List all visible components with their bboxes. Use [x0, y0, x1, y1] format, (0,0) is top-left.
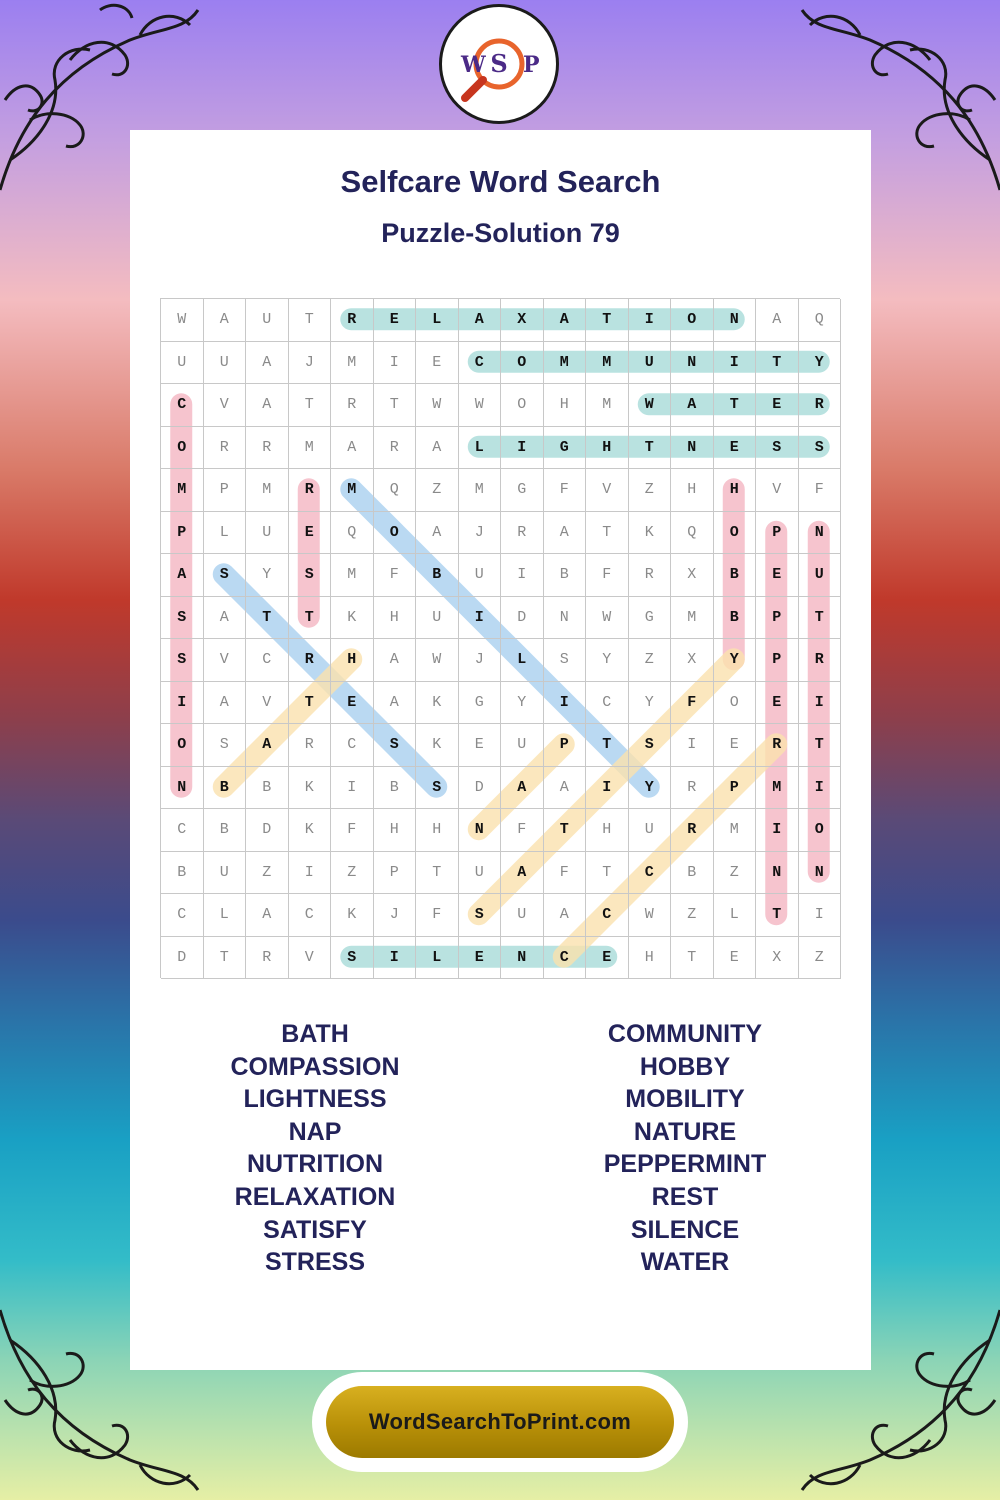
grid-cell[interactable]: L	[501, 639, 544, 682]
grid-cell[interactable]: R	[246, 937, 289, 980]
grid-cell[interactable]: Q	[671, 512, 714, 555]
grid-cell[interactable]: U	[204, 342, 247, 385]
grid-cell[interactable]: C	[161, 809, 204, 852]
grid-cell[interactable]: I	[459, 597, 502, 640]
grid-cell[interactable]: B	[714, 554, 757, 597]
grid-cell[interactable]: T	[671, 937, 714, 980]
grid-cell[interactable]: I	[374, 342, 417, 385]
word-list-item: BATH	[281, 1020, 349, 1048]
grid-cell[interactable]: O	[161, 427, 204, 470]
grid-cell[interactable]: A	[459, 299, 502, 342]
grid-cell[interactable]: H	[331, 639, 374, 682]
puzzle-sheet	[130, 130, 871, 1370]
puzzle-title: Selfcare Word Search	[340, 164, 661, 199]
grid-cell[interactable]: F	[416, 894, 459, 937]
grid-cell[interactable]: R	[289, 639, 332, 682]
grid-cell[interactable]: A	[544, 299, 587, 342]
grid-cell[interactable]: H	[714, 469, 757, 512]
grid-cell[interactable]: W	[416, 384, 459, 427]
grid-cell[interactable]: O	[799, 809, 842, 852]
grid-cell[interactable]: H	[586, 427, 629, 470]
grid-cell[interactable]: O	[501, 342, 544, 385]
grid-cell[interactable]: E	[714, 427, 757, 470]
grid-cell[interactable]: Z	[714, 852, 757, 895]
grid-cell[interactable]: A	[671, 384, 714, 427]
grid-cell[interactable]: N	[161, 767, 204, 810]
grid-cell[interactable]: I	[714, 342, 757, 385]
grid-cell[interactable]: J	[289, 342, 332, 385]
grid-cell[interactable]: W	[629, 384, 672, 427]
grid-cell[interactable]: I	[799, 767, 842, 810]
grid-cell[interactable]: I	[501, 554, 544, 597]
logo-letter-s: S	[490, 49, 508, 78]
grid-cell[interactable]: N	[671, 342, 714, 385]
grid-cell[interactable]: O	[501, 384, 544, 427]
word-list-item: HOBBY	[639, 1052, 731, 1081]
grid-cell[interactable]: I	[799, 682, 842, 725]
word-list-item: NUTRITION	[246, 1150, 384, 1179]
grid-cell[interactable]: A	[331, 427, 374, 470]
word-list-item: WATER	[640, 1248, 730, 1277]
grid-cell[interactable]: C	[246, 639, 289, 682]
grid-cell[interactable]: S	[799, 427, 842, 470]
grid-cell[interactable]: T	[374, 384, 417, 427]
grid-cell[interactable]: A	[246, 342, 289, 385]
grid-cell[interactable]: T	[416, 852, 459, 895]
wsp-logo[interactable]	[439, 4, 559, 124]
grid-cell[interactable]: X	[671, 554, 714, 597]
grid-cell[interactable]: F	[799, 469, 842, 512]
website-link-button[interactable]: WordSearchToPrint.com	[326, 1386, 674, 1458]
grid-cell[interactable]: E	[756, 682, 799, 725]
grid-cell[interactable]: B	[161, 852, 204, 895]
grid-cell[interactable]: M	[246, 469, 289, 512]
grid-cell[interactable]: E	[714, 724, 757, 767]
grid-cell[interactable]: J	[459, 639, 502, 682]
grid-cell[interactable]: V	[586, 469, 629, 512]
grid-cell[interactable]: D	[501, 597, 544, 640]
word-list-item: SATISFY	[263, 1215, 367, 1244]
grid-cell[interactable]: B	[246, 767, 289, 810]
grid-cell[interactable]: P	[204, 469, 247, 512]
word-list-item: LIGHTNESS	[243, 1085, 387, 1114]
grid-cell[interactable]: R	[289, 724, 332, 767]
grid-cell[interactable]: N	[501, 937, 544, 980]
grid-cell[interactable]: Z	[671, 894, 714, 937]
grid-cell[interactable]: L	[204, 512, 247, 555]
grid-cell[interactable]: H	[416, 809, 459, 852]
grid-cell[interactable]: N	[756, 852, 799, 895]
grid-cell[interactable]: W	[629, 894, 672, 937]
grid-cell[interactable]: I	[289, 852, 332, 895]
logo-letter-p: P	[523, 52, 540, 78]
grid-cell[interactable]: S	[204, 554, 247, 597]
grid-cell[interactable]: U	[204, 852, 247, 895]
grid-cell[interactable]: L	[714, 894, 757, 937]
grid-cell[interactable]: E	[756, 554, 799, 597]
grid-cell[interactable]: T	[586, 724, 629, 767]
grid-cell[interactable]: C	[586, 894, 629, 937]
grid-cell[interactable]: B	[416, 554, 459, 597]
grid-cell[interactable]: U	[501, 894, 544, 937]
grid-cell[interactable]: N	[799, 512, 842, 555]
grid-cell[interactable]: C	[161, 894, 204, 937]
grid-cell[interactable]: A	[204, 597, 247, 640]
grid-cell[interactable]: A	[246, 724, 289, 767]
grid-cell[interactable]: B	[671, 852, 714, 895]
grid-cell[interactable]: T	[756, 894, 799, 937]
grid-cell[interactable]: S	[756, 427, 799, 470]
grid-cell[interactable]: B	[204, 809, 247, 852]
grid-cell[interactable]: I	[331, 767, 374, 810]
grid-cell[interactable]: C	[459, 342, 502, 385]
grid-cell[interactable]: K	[416, 724, 459, 767]
grid-cell[interactable]: S	[629, 724, 672, 767]
grid-cell[interactable]: Y	[714, 639, 757, 682]
grid-cell[interactable]: C	[161, 384, 204, 427]
grid-cell[interactable]: E	[459, 724, 502, 767]
grid-cell[interactable]: R	[671, 767, 714, 810]
grid-cell[interactable]: Z	[246, 852, 289, 895]
grid-cell[interactable]: G	[501, 469, 544, 512]
grid-cell[interactable]: C	[629, 852, 672, 895]
grid-cell[interactable]: M	[756, 767, 799, 810]
grid-cell[interactable]: S	[161, 597, 204, 640]
grid-cell[interactable]: M	[289, 427, 332, 470]
grid-cell[interactable]: T	[799, 724, 842, 767]
grid-cell[interactable]: U	[629, 342, 672, 385]
grid-cell[interactable]: C	[544, 937, 587, 980]
grid-cell[interactable]: Q	[374, 469, 417, 512]
grid-cell[interactable]: T	[544, 809, 587, 852]
grid-cell[interactable]: R	[289, 469, 332, 512]
grid-cell[interactable]: F	[331, 809, 374, 852]
grid-cell[interactable]: W	[416, 639, 459, 682]
grid-cell[interactable]: W	[586, 597, 629, 640]
grid-cell[interactable]: U	[416, 597, 459, 640]
grid-cell[interactable]: F	[671, 682, 714, 725]
grid-cell[interactable]: N	[671, 427, 714, 470]
grid-cell[interactable]: M	[714, 809, 757, 852]
grid-cell[interactable]: D	[161, 937, 204, 980]
grid-cell[interactable]: M	[671, 597, 714, 640]
grid-cell[interactable]: Y	[629, 682, 672, 725]
word-list-item: COMMUNITY	[607, 1020, 763, 1048]
grid-cell[interactable]: Y	[501, 682, 544, 725]
grid-cell[interactable]: R	[331, 384, 374, 427]
grid-cell[interactable]: T	[756, 342, 799, 385]
grid-cell[interactable]: E	[374, 299, 417, 342]
grid-cell[interactable]: L	[416, 299, 459, 342]
grid-cell[interactable]: Y	[246, 554, 289, 597]
grid-cell[interactable]: Z	[331, 852, 374, 895]
grid-cell[interactable]: E	[331, 682, 374, 725]
grid-cell[interactable]: M	[544, 342, 587, 385]
grid-cell[interactable]: U	[629, 809, 672, 852]
grid-cell[interactable]: J	[459, 512, 502, 555]
grid-cell[interactable]: Y	[586, 639, 629, 682]
grid-cell[interactable]: R	[671, 809, 714, 852]
grid-cell[interactable]: S	[416, 767, 459, 810]
grid-cell[interactable]: C	[586, 682, 629, 725]
grid-cell[interactable]: U	[246, 299, 289, 342]
grid-cell[interactable]: M	[459, 469, 502, 512]
grid-cell[interactable]: N	[544, 597, 587, 640]
grid-cell[interactable]: R	[246, 427, 289, 470]
grid-cell[interactable]: I	[374, 937, 417, 980]
magnifier-handle	[465, 80, 483, 98]
grid-cell[interactable]: S	[331, 937, 374, 980]
grid-cell[interactable]: M	[586, 342, 629, 385]
letter-grid	[160, 298, 840, 978]
grid-cell[interactable]: T	[799, 597, 842, 640]
grid-cell[interactable]: P	[756, 639, 799, 682]
grid-cell[interactable]: A	[416, 427, 459, 470]
grid-cell[interactable]: G	[629, 597, 672, 640]
grid-cell[interactable]: M	[331, 342, 374, 385]
grid-cell[interactable]: R	[629, 554, 672, 597]
grid-cell[interactable]: I	[586, 767, 629, 810]
grid-cell[interactable]: S	[161, 639, 204, 682]
grid-cell[interactable]: A	[544, 767, 587, 810]
grid-cell[interactable]: T	[629, 427, 672, 470]
word-list-item: RELAXATION	[234, 1182, 396, 1211]
grid-cell[interactable]: I	[161, 682, 204, 725]
grid-cell[interactable]: T	[586, 852, 629, 895]
word-list-item: COMPASSION	[230, 1052, 400, 1081]
grid-cell[interactable]: V	[289, 937, 332, 980]
grid-cell[interactable]: U	[161, 342, 204, 385]
grid-cell[interactable]: U	[459, 852, 502, 895]
grid-cell[interactable]: X	[756, 937, 799, 980]
grid-cell[interactable]: O	[714, 512, 757, 555]
grid-cell[interactable]: A	[544, 894, 587, 937]
grid-cell[interactable]: A	[204, 682, 247, 725]
grid-cell[interactable]: F	[501, 809, 544, 852]
grid-cell[interactable]: Q	[799, 299, 842, 342]
grid-cell[interactable]: V	[246, 682, 289, 725]
grid-cell[interactable]: C	[289, 894, 332, 937]
grid-cell[interactable]: O	[374, 512, 417, 555]
grid-cell[interactable]: D	[246, 809, 289, 852]
grid-cell[interactable]: T	[204, 937, 247, 980]
grid-cell[interactable]: K	[289, 767, 332, 810]
grid-cell[interactable]: A	[756, 299, 799, 342]
grid-cell[interactable]: A	[416, 512, 459, 555]
grid-cell[interactable]: R	[374, 427, 417, 470]
grid-cell[interactable]: E	[289, 512, 332, 555]
word-list-item: PEPPERMINT	[603, 1150, 767, 1179]
grid-cell[interactable]: T	[289, 384, 332, 427]
grid-cell[interactable]: W	[459, 384, 502, 427]
grid-cell[interactable]: F	[544, 852, 587, 895]
grid-cell[interactable]: A	[246, 894, 289, 937]
grid-cell[interactable]: L	[204, 894, 247, 937]
grid-cell[interactable]: F	[544, 469, 587, 512]
grid-cell[interactable]: Z	[629, 469, 672, 512]
word-list-item: NAP	[288, 1117, 342, 1146]
puzzle-subtitle: Puzzle-Solution 79	[381, 218, 620, 248]
grid-cell[interactable]: M	[161, 469, 204, 512]
grid-cell[interactable]: I	[629, 299, 672, 342]
grid-cell[interactable]: H	[586, 809, 629, 852]
grid-cell[interactable]: A	[246, 384, 289, 427]
grid-cell[interactable]: O	[671, 299, 714, 342]
grid-cell[interactable]: C	[331, 724, 374, 767]
grid-cell[interactable]: K	[416, 682, 459, 725]
grid-cell[interactable]: G	[544, 427, 587, 470]
grid-cell[interactable]: V	[756, 469, 799, 512]
word-list-item: STRESS	[264, 1248, 366, 1277]
grid-cell[interactable]: B	[544, 554, 587, 597]
grid-cell[interactable]: H	[629, 937, 672, 980]
grid-cell[interactable]: R	[204, 427, 247, 470]
grid-cell[interactable]: K	[289, 809, 332, 852]
grid-cell[interactable]: I	[671, 724, 714, 767]
word-list-item: MOBILITY	[625, 1085, 745, 1114]
grid-cell[interactable]: A	[374, 682, 417, 725]
grid-cell[interactable]: W	[161, 299, 204, 342]
grid-cell[interactable]: E	[714, 937, 757, 980]
grid-cell[interactable]: Q	[331, 512, 374, 555]
grid-cell[interactable]: M	[586, 384, 629, 427]
grid-cell[interactable]: S	[374, 724, 417, 767]
grid-cell[interactable]: M	[331, 554, 374, 597]
grid-cell[interactable]: I	[756, 809, 799, 852]
grid-cell[interactable]: I	[544, 682, 587, 725]
grid-cell[interactable]: N	[799, 852, 842, 895]
grid-cell[interactable]: T	[289, 682, 332, 725]
grid-cell[interactable]: K	[629, 512, 672, 555]
grid-cell[interactable]: H	[374, 597, 417, 640]
grid-cell[interactable]: P	[161, 512, 204, 555]
grid-cell[interactable]: L	[459, 427, 502, 470]
grid-cell[interactable]: Z	[629, 639, 672, 682]
grid-cell[interactable]: O	[161, 724, 204, 767]
grid-cell[interactable]: O	[714, 682, 757, 725]
grid-cell[interactable]: P	[544, 724, 587, 767]
grid-cell[interactable]: S	[544, 639, 587, 682]
grid-cell[interactable]: E	[416, 342, 459, 385]
grid-cell[interactable]: Z	[799, 937, 842, 980]
grid-cell[interactable]: H	[671, 469, 714, 512]
grid-cell[interactable]: A	[204, 299, 247, 342]
grid-cell[interactable]: X	[671, 639, 714, 682]
grid-cell[interactable]: D	[459, 767, 502, 810]
logo-letter-w: W	[461, 52, 486, 78]
grid-cell[interactable]: V	[204, 639, 247, 682]
grid-cell[interactable]: L	[416, 937, 459, 980]
grid-cell[interactable]: A	[544, 512, 587, 555]
grid-cell[interactable]: K	[331, 597, 374, 640]
grid-cell[interactable]: T	[586, 512, 629, 555]
grid-cell[interactable]: R	[799, 384, 842, 427]
grid-cell[interactable]: X	[501, 299, 544, 342]
grid-cell[interactable]: I	[799, 894, 842, 937]
grid-cell[interactable]: U	[501, 724, 544, 767]
grid-cell[interactable]: F	[586, 554, 629, 597]
word-list-left	[130, 1018, 500, 1279]
grid-cell[interactable]: R	[331, 299, 374, 342]
grid-cell[interactable]: J	[374, 894, 417, 937]
grid-cell[interactable]: B	[374, 767, 417, 810]
word-list-item: NATURE	[633, 1117, 737, 1146]
grid-cell[interactable]: Z	[416, 469, 459, 512]
grid-cell[interactable]: E	[756, 384, 799, 427]
word-list-item: REST	[651, 1182, 719, 1211]
grid-cell[interactable]: T	[289, 597, 332, 640]
grid-cell[interactable]: I	[501, 427, 544, 470]
grid-cell[interactable]: M	[331, 469, 374, 512]
grid-cell[interactable]: R	[501, 512, 544, 555]
grid-cell[interactable]: S	[289, 554, 332, 597]
grid-cell[interactable]: U	[246, 512, 289, 555]
grid-cell[interactable]: A	[161, 554, 204, 597]
grid-cell[interactable]: U	[799, 554, 842, 597]
grid-cell[interactable]: T	[586, 299, 629, 342]
grid-cell[interactable]: A	[501, 767, 544, 810]
grid-cell[interactable]: H	[544, 384, 587, 427]
grid-cell[interactable]: E	[459, 937, 502, 980]
grid-cell[interactable]: P	[756, 512, 799, 555]
grid-cell[interactable]: F	[374, 554, 417, 597]
grid-cell[interactable]: T	[289, 299, 332, 342]
grid-cell[interactable]: R	[799, 639, 842, 682]
grid-cell[interactable]: V	[204, 384, 247, 427]
word-list-item: SILENCE	[630, 1215, 740, 1244]
grid-cell[interactable]: P	[714, 767, 757, 810]
grid-cell[interactable]: S	[459, 894, 502, 937]
grid-cell[interactable]: Y	[629, 767, 672, 810]
grid-cell[interactable]: B	[714, 597, 757, 640]
word-grid	[160, 298, 840, 978]
grid-cell[interactable]: T	[246, 597, 289, 640]
grid-cell[interactable]: U	[459, 554, 502, 597]
grid-cell[interactable]: R	[756, 724, 799, 767]
grid-cell[interactable]: E	[586, 937, 629, 980]
grid-cell[interactable]: T	[714, 384, 757, 427]
grid-cell[interactable]: K	[331, 894, 374, 937]
grid-cell[interactable]: Y	[799, 342, 842, 385]
grid-cell[interactable]: N	[459, 809, 502, 852]
grid-cell[interactable]: N	[714, 299, 757, 342]
grid-cell[interactable]: P	[374, 852, 417, 895]
footer	[312, 1372, 688, 1472]
grid-cell[interactable]: A	[374, 639, 417, 682]
grid-cell[interactable]: A	[501, 852, 544, 895]
grid-cell[interactable]: B	[204, 767, 247, 810]
grid-cell[interactable]: H	[374, 809, 417, 852]
grid-cell[interactable]: P	[756, 597, 799, 640]
word-list-right	[500, 1018, 870, 1279]
grid-cell[interactable]: G	[459, 682, 502, 725]
grid-cell[interactable]: S	[204, 724, 247, 767]
